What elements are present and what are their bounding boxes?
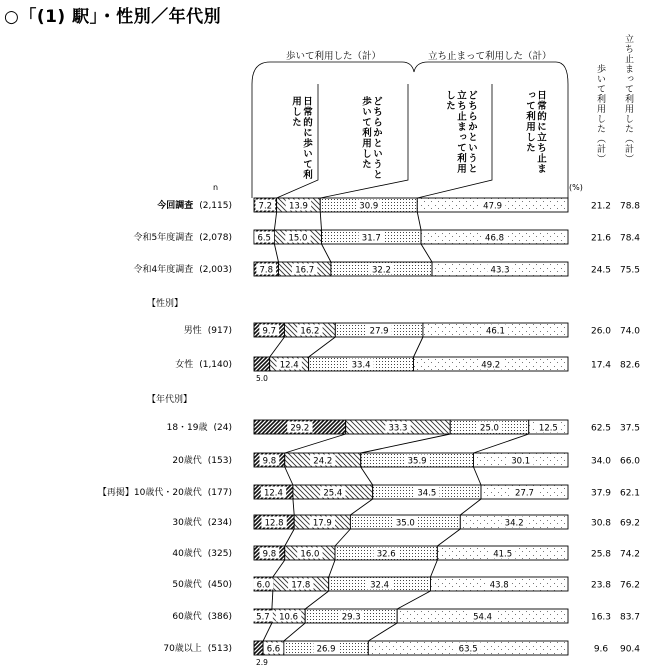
value-label-13-4: 63.5 bbox=[458, 644, 478, 655]
value-label-9-3: 35.0 bbox=[395, 518, 415, 529]
value-label-8-1: 12.4 bbox=[263, 488, 283, 499]
sum2-value-2: 78.4 bbox=[619, 233, 641, 244]
section-sex: 【性別】 bbox=[147, 299, 184, 309]
value-label-4-2: 16.2 bbox=[300, 326, 320, 337]
value-label-8-4: 27.7 bbox=[515, 488, 534, 499]
connector-4-3 bbox=[414, 337, 423, 357]
row-label-text: 令和5年度調査 bbox=[133, 233, 194, 243]
value-label-10-4: 41.5 bbox=[493, 549, 513, 560]
value-label-5-3: 33.4 bbox=[351, 360, 371, 371]
sum2-value-7: 66.0 bbox=[619, 456, 641, 467]
legend-cat3: どちらかというと立ち止まって利用した bbox=[444, 90, 477, 174]
row-n: (1,140) bbox=[199, 360, 232, 370]
value-label-2-1: 6.5 bbox=[257, 233, 271, 244]
row-label-text: 男性 bbox=[183, 326, 202, 336]
connector-7-2 bbox=[361, 467, 373, 485]
row-n: (917) bbox=[207, 326, 232, 336]
row-label-text: 20歳代 bbox=[172, 456, 202, 466]
row-n: (513) bbox=[207, 644, 232, 654]
sum1-value-13: 9.6 bbox=[593, 644, 609, 655]
sum2-header: 立ち止まって利用した（計） bbox=[623, 34, 633, 164]
row-label-text: 50歳代 bbox=[172, 580, 202, 590]
value-label-12-2: 10.6 bbox=[279, 612, 299, 623]
value-label-1-1: 7.2 bbox=[258, 201, 273, 212]
value-label-3-2: 16.7 bbox=[295, 265, 315, 276]
value-label-5-2: 12.4 bbox=[279, 360, 299, 371]
value-label-8-2: 25.4 bbox=[323, 488, 343, 499]
sum1-value-9: 30.8 bbox=[590, 518, 612, 529]
connector-12-1 bbox=[263, 623, 272, 641]
connector-11-1 bbox=[272, 591, 273, 609]
value-label-4-3: 27.9 bbox=[369, 326, 389, 337]
sum1-value-12: 16.3 bbox=[590, 612, 612, 623]
connector-7-1 bbox=[285, 467, 293, 485]
group2-label: 立ち止まって利用した（計） bbox=[428, 51, 552, 62]
sum1-value-10: 25.8 bbox=[590, 549, 612, 560]
sum1-value-1: 21.2 bbox=[590, 201, 612, 212]
value-label-7-3: 35.9 bbox=[407, 456, 427, 467]
guide-1 bbox=[277, 84, 318, 198]
sum1-value-5: 17.4 bbox=[590, 360, 612, 371]
pct-label: (%) bbox=[569, 183, 583, 192]
sum1-value-4: 26.0 bbox=[590, 326, 612, 337]
legend-cat1: 日常的に歩いて利用した bbox=[290, 96, 312, 180]
value-label-7-4: 30.1 bbox=[511, 456, 531, 467]
connector-6-3 bbox=[473, 434, 528, 453]
row-label-text: 30歳代 bbox=[172, 518, 202, 528]
sum2-value-5: 82.6 bbox=[619, 360, 641, 371]
connector-9-2 bbox=[335, 529, 350, 546]
bar-seg-5-1 bbox=[254, 357, 270, 371]
value-label-12-1: 5.7 bbox=[256, 612, 270, 623]
value-label-8-3: 34.5 bbox=[417, 488, 437, 499]
connector-6-2 bbox=[361, 434, 450, 453]
value-label-11-4: 43.8 bbox=[489, 580, 509, 591]
value-label-4-4: 46.1 bbox=[485, 326, 505, 337]
sum1-value-7: 34.0 bbox=[590, 456, 612, 467]
value-label-7-2: 24.2 bbox=[313, 456, 333, 467]
row-n: (24) bbox=[213, 423, 232, 433]
value-label-6-1: 29.2 bbox=[290, 423, 310, 434]
sum1-value-8: 37.9 bbox=[590, 488, 612, 499]
value-label-3-4: 43.3 bbox=[490, 265, 510, 276]
value-label-2-3: 31.7 bbox=[361, 233, 381, 244]
value-label-2-4: 46.8 bbox=[485, 233, 504, 244]
row-n: (2,115) bbox=[199, 201, 232, 211]
row-label-text: 女性 bbox=[175, 360, 194, 370]
row-n: (2,003) bbox=[199, 265, 232, 275]
connector-10-3 bbox=[430, 560, 437, 577]
value-label-11-3: 32.4 bbox=[370, 580, 390, 591]
connector-2-3 bbox=[421, 244, 432, 262]
value-label-10-3: 32.6 bbox=[376, 549, 396, 560]
connector-8-2 bbox=[350, 499, 372, 515]
value-label-6-3: 25.0 bbox=[480, 423, 499, 434]
value-label-1-4: 47.9 bbox=[483, 201, 503, 212]
sum2-value-4: 74.0 bbox=[619, 326, 641, 337]
sum2-value-8: 62.1 bbox=[619, 488, 641, 499]
value-label-6-2: 33.3 bbox=[388, 423, 408, 434]
connector-4-1 bbox=[270, 337, 285, 357]
sum2-value-11: 76.2 bbox=[619, 580, 641, 591]
row-n: (153) bbox=[207, 456, 232, 466]
connector-8-1 bbox=[293, 499, 294, 515]
sum2-value-10: 74.2 bbox=[619, 549, 641, 560]
sum1-value-3: 24.5 bbox=[590, 265, 612, 276]
sum1-value-6: 62.5 bbox=[590, 423, 612, 434]
row-label-text: 18・19歳 bbox=[166, 423, 208, 433]
value-label-9-1: 12.8 bbox=[264, 518, 284, 529]
connector-10-1 bbox=[273, 560, 285, 577]
sum2-value-13: 90.4 bbox=[619, 644, 641, 655]
sum2-value-3: 75.5 bbox=[619, 265, 641, 276]
value-label-12-4: 54.4 bbox=[473, 612, 493, 623]
value-label-10-2: 16.0 bbox=[300, 549, 320, 560]
connector-9-3 bbox=[437, 529, 460, 546]
value-label-3-1: 7.8 bbox=[259, 265, 274, 276]
row-label-text: 今回調査 bbox=[157, 201, 194, 211]
connector-11-2 bbox=[305, 591, 329, 609]
brace-walk bbox=[252, 62, 414, 84]
connector-1-3 bbox=[417, 212, 421, 230]
value-label-9-4: 34.2 bbox=[504, 518, 524, 529]
value-label-5-1: 5.0 bbox=[256, 374, 268, 383]
connector-1-1 bbox=[274, 212, 276, 230]
connector-12-2 bbox=[284, 623, 305, 641]
sum1-value-11: 23.8 bbox=[590, 580, 612, 591]
row-n: (450) bbox=[207, 580, 232, 590]
value-label-13-3: 26.9 bbox=[316, 644, 336, 655]
value-label-5-4: 49.2 bbox=[481, 360, 501, 371]
value-label-2-2: 15.0 bbox=[288, 233, 308, 244]
value-label-11-1: 6.0 bbox=[256, 580, 271, 591]
guide-2 bbox=[320, 84, 408, 198]
sum2-value-12: 83.7 bbox=[619, 612, 641, 623]
row-n: (386) bbox=[207, 612, 232, 622]
group1-label: 歩いて利用した（計） bbox=[286, 51, 382, 62]
value-label-9-2: 17.9 bbox=[312, 518, 332, 529]
row-n: (325) bbox=[207, 549, 232, 559]
sum2-value-1: 78.8 bbox=[619, 201, 641, 212]
row-n: (234) bbox=[207, 518, 232, 528]
row-label-text: 【再掲】10歳代・20歳代 bbox=[97, 488, 202, 498]
n-label: n bbox=[213, 183, 219, 192]
connector-9-1 bbox=[285, 529, 294, 546]
value-label-1-2: 13.9 bbox=[288, 201, 308, 212]
value-label-3-3: 32.2 bbox=[372, 265, 391, 276]
row-label-text: 令和4年度調査 bbox=[133, 265, 194, 275]
legend-cat4: 日常的に立ち止まって利用した bbox=[524, 90, 546, 174]
sum2-value-9: 69.2 bbox=[619, 518, 641, 529]
value-label-12-3: 29.3 bbox=[341, 612, 361, 623]
connector-11-3 bbox=[397, 591, 430, 609]
sum1-header: 歩いて利用した（計） bbox=[595, 64, 605, 164]
value-label-13-1: 2.9 bbox=[256, 658, 268, 667]
value-label-10-1: 9.8 bbox=[262, 549, 277, 560]
row-label-text: 60歳代 bbox=[172, 612, 202, 622]
value-label-13-2: 6.6 bbox=[266, 644, 281, 655]
connector-4-2 bbox=[309, 337, 336, 357]
header-decor bbox=[252, 62, 568, 198]
brace-stop bbox=[414, 62, 568, 84]
row-n: (177) bbox=[207, 488, 232, 498]
sum2-value-6: 37.5 bbox=[619, 423, 641, 434]
page-title: ○「(1) 駅」・性別／年代別 bbox=[4, 7, 222, 27]
legend-cat2: どちらかというと歩いて利用した bbox=[360, 96, 382, 180]
value-label-11-2: 17.8 bbox=[291, 580, 311, 591]
connector-10-2 bbox=[329, 560, 335, 577]
guide-3 bbox=[417, 84, 492, 198]
connector-6-1 bbox=[285, 434, 346, 453]
row-label-text: 70歳以上 bbox=[163, 644, 202, 654]
row-label-text: 40歳代 bbox=[172, 549, 202, 559]
connector-8-3 bbox=[460, 499, 481, 515]
value-label-7-1: 9.8 bbox=[262, 456, 277, 467]
sum1-value-2: 21.6 bbox=[590, 233, 612, 244]
connector-7-3 bbox=[473, 467, 481, 485]
connector-2-2 bbox=[322, 244, 331, 262]
value-label-6-4: 12.5 bbox=[538, 423, 558, 434]
row-n: (2,078) bbox=[199, 233, 232, 243]
bar-seg-13-1 bbox=[254, 641, 263, 655]
connector-12-3 bbox=[368, 623, 397, 641]
connector-1-2 bbox=[320, 212, 321, 230]
value-label-4-1: 9.7 bbox=[262, 326, 276, 337]
value-label-1-3: 30.9 bbox=[359, 201, 379, 212]
sum-values-layer bbox=[591, 202, 640, 655]
section-age: 【年代別】 bbox=[147, 395, 193, 405]
connector-2-1 bbox=[274, 244, 278, 262]
